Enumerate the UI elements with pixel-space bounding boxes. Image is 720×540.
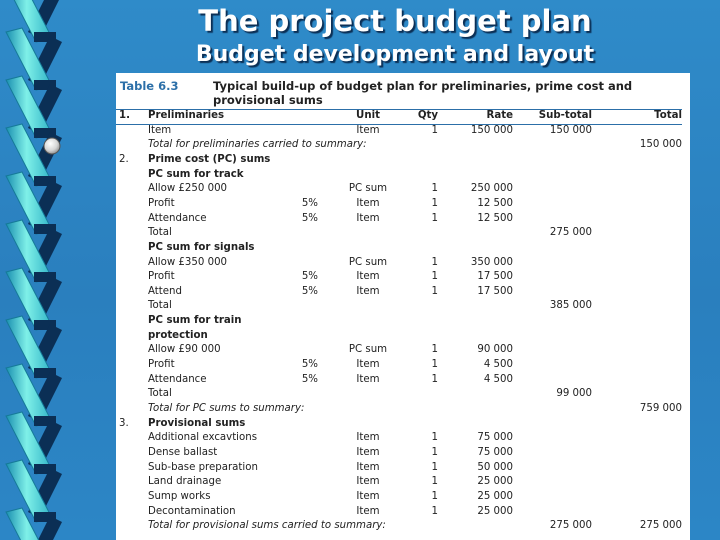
cell-unit: Item (356, 446, 380, 458)
spiral-binding-decoration (0, 0, 105, 540)
cell-unit: Item (356, 197, 380, 209)
cell-description: protection (148, 329, 208, 341)
cell-subtotal: 150 000 (549, 124, 592, 136)
cell-unit: Item (356, 359, 380, 371)
cell-percentage: 5% (301, 285, 318, 297)
cell-quantity: 1 (431, 183, 438, 195)
table-label: Table 6.3 (120, 79, 179, 93)
cell-description: PC sum for signals (148, 241, 255, 253)
cell-description: Item (148, 124, 172, 136)
cell-description: Dense ballast (148, 446, 218, 458)
cell-rate: Rate (486, 110, 513, 121)
cell-description: Attend (148, 285, 182, 297)
cell-quantity: 1 (431, 344, 438, 356)
cell-description: PC sum for track (148, 168, 244, 180)
cell-quantity: 1 (431, 505, 438, 517)
cell-description: Decontamination (148, 505, 236, 517)
cell-description: Total for PC sums to summary: (148, 403, 305, 414)
cell-description: Allow £250 000 (148, 183, 228, 195)
cell-unit: Item (356, 505, 380, 517)
cell-subtotal: 275 000 (549, 520, 592, 532)
cell-description: Provisional sums (148, 417, 246, 429)
cell-description: Land drainage (148, 476, 222, 488)
budget-table (116, 73, 690, 540)
cell-quantity: 1 (431, 285, 438, 297)
cell-rate: 25 000 (477, 476, 513, 488)
cell-rate: 17 500 (477, 285, 513, 297)
cell-total: 275 000 (639, 520, 682, 532)
cell-rate: 25 000 (477, 490, 513, 502)
cell-description: Profit (148, 359, 175, 371)
cell-description: Total (148, 388, 172, 400)
cell-description: Total (148, 227, 172, 239)
cell-description: PC sum for train (148, 315, 242, 327)
cell-total: Total (654, 110, 682, 121)
cell-unit: Item (356, 124, 380, 136)
cell-subtotal: 99 000 (556, 388, 592, 400)
cell-quantity: 1 (431, 446, 438, 458)
cell-rate: 75 000 (477, 446, 513, 458)
header-divider (116, 124, 682, 125)
cell-quantity: 1 (431, 432, 438, 444)
cell-description: Preliminaries (148, 110, 225, 121)
cell-description: Prime cost (PC) sums (148, 153, 271, 165)
cell-rate: 50 000 (477, 461, 513, 473)
cell-percentage: 5% (301, 197, 318, 209)
cell-percentage: 5% (301, 373, 318, 385)
cell-description: Attendance (148, 212, 207, 224)
cell-item-number: 1. (119, 110, 130, 121)
cell-description: Additional excavtions (148, 432, 258, 444)
cell-rate: 25 000 (477, 505, 513, 517)
cell-rate: 12 500 (477, 212, 513, 224)
cell-quantity: 1 (431, 359, 438, 371)
cell-rate: 250 000 (470, 183, 513, 195)
cell-quantity: 1 (431, 197, 438, 209)
cell-total: 759 000 (639, 403, 682, 414)
cell-rate: 90 000 (477, 344, 513, 356)
cell-description: Sump works (148, 490, 211, 502)
cell-rate: 75 000 (477, 432, 513, 444)
cell-unit: Item (356, 373, 380, 385)
cell-percentage: 5% (301, 271, 318, 283)
cell-description: Allow £350 000 (148, 256, 228, 268)
table-caption (116, 77, 690, 111)
cell-description: Total for provisional sums carried to summary: (148, 520, 386, 532)
cell-unit: Item (356, 490, 380, 502)
cell-rate: 12 500 (477, 197, 513, 209)
cell-quantity: Qty (417, 110, 438, 121)
cell-unit: Item (356, 432, 380, 444)
cell-unit: Item (356, 461, 380, 473)
cell-unit: PC sum (348, 344, 388, 356)
cell-quantity: 1 (431, 490, 438, 502)
cell-item-number: 2. (119, 153, 129, 165)
cell-percentage: 5% (301, 359, 318, 371)
cell-quantity: 1 (431, 124, 438, 136)
cell-unit: Item (356, 212, 380, 224)
cell-subtotal: 275 000 (549, 227, 592, 239)
cell-rate: 150 000 (470, 124, 513, 136)
binding-ring-icon (44, 138, 60, 154)
page-title: The project budget plan (198, 4, 592, 38)
cell-quantity: 1 (431, 476, 438, 488)
cell-quantity: 1 (431, 256, 438, 268)
cell-subtotal: Sub-total (538, 110, 592, 121)
cell-quantity: 1 (431, 271, 438, 283)
cell-quantity: 1 (431, 212, 438, 224)
cell-unit: PC sum (348, 183, 388, 195)
cell-description: Profit (148, 271, 175, 283)
cell-unit: Unit (356, 110, 380, 121)
cell-percentage: 5% (301, 212, 318, 224)
cell-rate: 4 500 (483, 359, 513, 371)
cell-description: Total for preliminaries carried to summary: (148, 139, 367, 151)
cell-unit: Item (356, 285, 380, 297)
page-subtitle: Budget development and layout (195, 42, 595, 67)
cell-description: Allow £90 000 (148, 344, 221, 356)
cell-unit: Item (356, 271, 380, 283)
cell-rate: 350 000 (470, 256, 513, 268)
cell-total: 150 000 (639, 139, 682, 151)
cell-description: Total (148, 300, 172, 312)
cell-rate: 17 500 (477, 271, 513, 283)
cell-description: Profit (148, 197, 175, 209)
cell-item-number: 3. (119, 417, 129, 429)
cell-unit: PC sum (348, 256, 388, 268)
cell-description: Sub-base preparation (148, 461, 258, 473)
cell-quantity: 1 (431, 461, 438, 473)
cell-quantity: 1 (431, 373, 438, 385)
table-caption-text: Typical build-up of budget plan for preliminaries, prime cost and provisional sums (213, 79, 633, 107)
cell-subtotal: 385 000 (549, 300, 592, 312)
cell-unit: Item (356, 476, 380, 488)
cell-description: Attendance (148, 373, 207, 385)
cell-rate: 4 500 (483, 373, 513, 385)
